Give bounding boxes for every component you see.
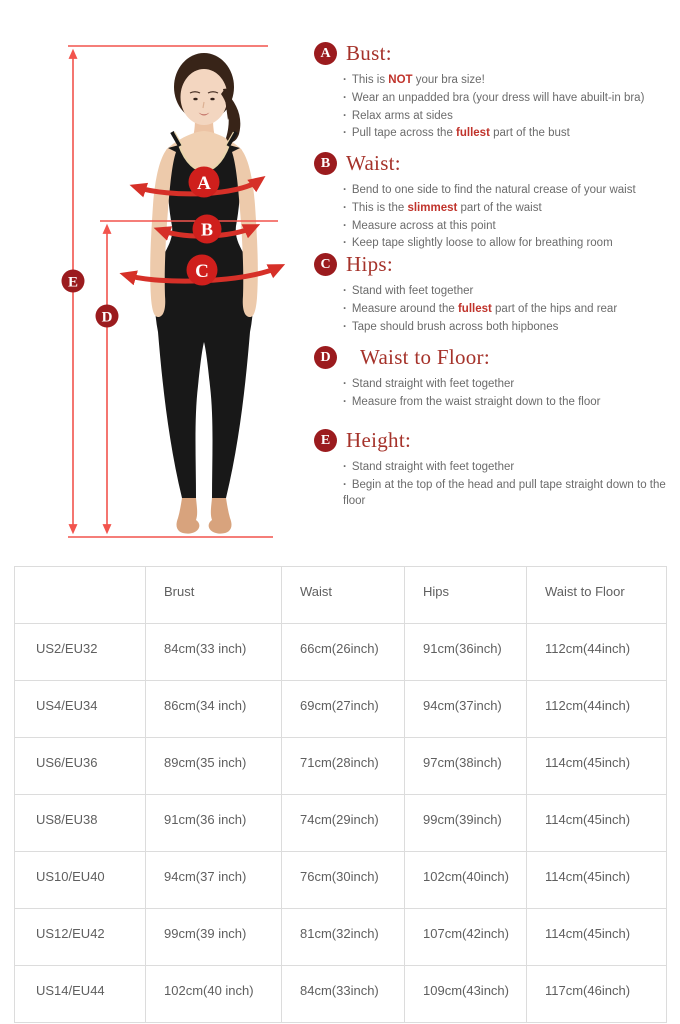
size-label-cell: US2/EU32 (15, 624, 146, 681)
measure-section-a (314, 41, 674, 144)
bullet-text: This is (351, 74, 389, 86)
measurement-cell: 84cm(33 inch) (146, 624, 282, 681)
section-title: Waist: (346, 151, 401, 175)
instruction-bullet (343, 478, 674, 510)
instruction-bullet (343, 109, 674, 125)
bullet-text: part of the waist (457, 201, 542, 214)
measurement-cell: 89cm(35 inch) (146, 738, 282, 795)
emphasized-text: slimmest (407, 201, 458, 214)
instruction-bullet (343, 236, 674, 252)
instruction-bullet (343, 201, 674, 217)
table-row (15, 909, 667, 966)
instruction-bullet (343, 377, 674, 393)
measurement-cell: 114cm(45inch) (527, 738, 667, 795)
measurement-cell: 114cm(45inch) (527, 795, 667, 852)
letter-badge: D (314, 346, 337, 369)
table-row (15, 624, 667, 681)
bullet-text: This is the (351, 201, 408, 214)
instruction-bullet (343, 126, 674, 142)
bullet-text: Measure around the (351, 302, 458, 315)
bullet-text: Stand straight with feet together (351, 378, 515, 390)
section-title: Hips: (346, 252, 394, 276)
table-row (15, 681, 667, 738)
column-header: Waist (282, 567, 405, 624)
letter-badge: C (314, 253, 337, 276)
measurement-cell: 86cm(34 inch) (146, 681, 282, 738)
size-label-cell: US8/EU38 (15, 795, 146, 852)
measurement-cell: 74cm(29inch) (282, 795, 405, 852)
section-heading (314, 345, 674, 370)
instruction-bullet (343, 219, 674, 235)
section-heading (314, 252, 674, 277)
size-label-cell: US4/EU34 (15, 681, 146, 738)
measurement-cell: 66cm(26inch) (282, 624, 405, 681)
instruction-bullet (343, 183, 674, 199)
measurement-cell: 107cm(42inch) (405, 909, 527, 966)
bullet-text: Bend to one side to find the natural crease of your waist (351, 184, 636, 196)
section-bullets (314, 377, 674, 411)
size-label-cell: US6/EU36 (15, 738, 146, 795)
measurement-cell: 109cm(43inch) (405, 966, 527, 1023)
bullet-text: Stand with feet together (351, 285, 474, 297)
letter-badge: A (314, 42, 337, 65)
measurement-cell: 81cm(32inch) (282, 909, 405, 966)
measurement-cell: 99cm(39 inch) (146, 909, 282, 966)
measurement-cell: 91cm(36inch) (405, 624, 527, 681)
instruction-bullet (343, 320, 674, 336)
measurement-cell: 99cm(39inch) (405, 795, 527, 852)
measurement-cell: 94cm(37 inch) (146, 852, 282, 909)
figure-panel (0, 0, 340, 562)
column-header: Waist to Floor (527, 567, 667, 624)
letter-badge: E (314, 429, 337, 452)
measurement-cell: 114cm(45inch) (527, 909, 667, 966)
measurement-cell: 94cm(37inch) (405, 681, 527, 738)
column-header: Hips (405, 567, 527, 624)
measurement-cell: 76cm(30inch) (282, 852, 405, 909)
measurement-cell: 117cm(46inch) (527, 966, 667, 1023)
bullet-text: Tape should brush across both hipbones (351, 320, 559, 333)
measure-section-c (314, 252, 674, 337)
bullet-text: Stand straight with feet together (351, 461, 515, 473)
bullet-text: Keep tape slightly loose to allow for breathing room (351, 237, 613, 250)
bullet-text: Wear an unpadded bra (your dress will have abuilt-in bra) (351, 91, 645, 104)
figure-illustration (0, 0, 340, 562)
section-heading (314, 41, 674, 66)
measurement-cell: 91cm(36 inch) (146, 795, 282, 852)
instruction-bullet (343, 302, 674, 318)
emphasized-text: NOT (388, 74, 413, 86)
section-bullets (314, 460, 674, 509)
section-bullets (314, 183, 674, 252)
measurement-cell: 97cm(38inch) (405, 738, 527, 795)
section-bullets (314, 284, 674, 335)
height-badge-letter: E (67, 274, 79, 291)
section-title: Waist to Floor: (360, 345, 490, 369)
letter-badge: B (314, 152, 337, 175)
instruction-bullet (343, 395, 674, 411)
size-label-cell: US12/EU42 (15, 909, 146, 966)
measurement-cell: 112cm(44inch) (527, 681, 667, 738)
section-title: Height: (346, 428, 412, 452)
bullet-text: part of the bust (489, 127, 570, 140)
measurement-cell: 69cm(27inch) (282, 681, 405, 738)
measurement-cell: 114cm(45inch) (527, 852, 667, 909)
measurement-cell: 112cm(44inch) (527, 624, 667, 681)
instruction-bullet (343, 91, 674, 107)
table-row (15, 738, 667, 795)
size-chart-table (14, 566, 667, 1023)
bust-badge-letter: A (197, 173, 211, 194)
hips-badge-letter: C (195, 261, 209, 282)
table-row (15, 966, 667, 1023)
instruction-bullet (343, 460, 674, 476)
emphasized-text: fullest (457, 302, 492, 315)
measurement-cell: 84cm(33inch) (282, 966, 405, 1023)
table-row (15, 852, 667, 909)
bullet-text: your bra size! (412, 74, 485, 86)
section-heading (314, 151, 674, 176)
waist-to-floor-badge-letter: D (101, 309, 113, 326)
measurement-cell: 102cm(40inch) (405, 852, 527, 909)
instruction-bullet (343, 284, 674, 300)
table-row (15, 795, 667, 852)
section-bullets (314, 73, 674, 142)
column-header: Brust (146, 567, 282, 624)
bullet-text: Measure from the waist straight down to the floor (351, 395, 601, 408)
model-figure (150, 53, 258, 534)
measurement-cell: 71cm(28inch) (282, 738, 405, 795)
bullet-text: Begin at the top of the head and pull tape straight down to the floor (343, 478, 666, 507)
column-header (15, 567, 146, 624)
size-label-cell: US14/EU44 (15, 966, 146, 1023)
measurement-cell: 102cm(40 inch) (146, 966, 282, 1023)
section-title: Bust: (346, 41, 392, 65)
bullet-text: part of the hips and rear (491, 302, 618, 315)
measure-section-d (314, 345, 674, 413)
bullet-text: Measure across at this point (351, 219, 496, 232)
waist-badge-letter: B (200, 219, 214, 240)
emphasized-text: fullest (456, 127, 490, 140)
measure-section-b (314, 151, 674, 254)
bullet-text: Relax arms at sides (351, 109, 453, 122)
bullet-text: Pull tape across the (351, 127, 457, 140)
instruction-bullet (343, 73, 674, 89)
size-label-cell: US10/EU40 (15, 852, 146, 909)
section-heading (314, 428, 674, 453)
measure-section-e (314, 428, 674, 511)
table-header-row (15, 567, 667, 624)
